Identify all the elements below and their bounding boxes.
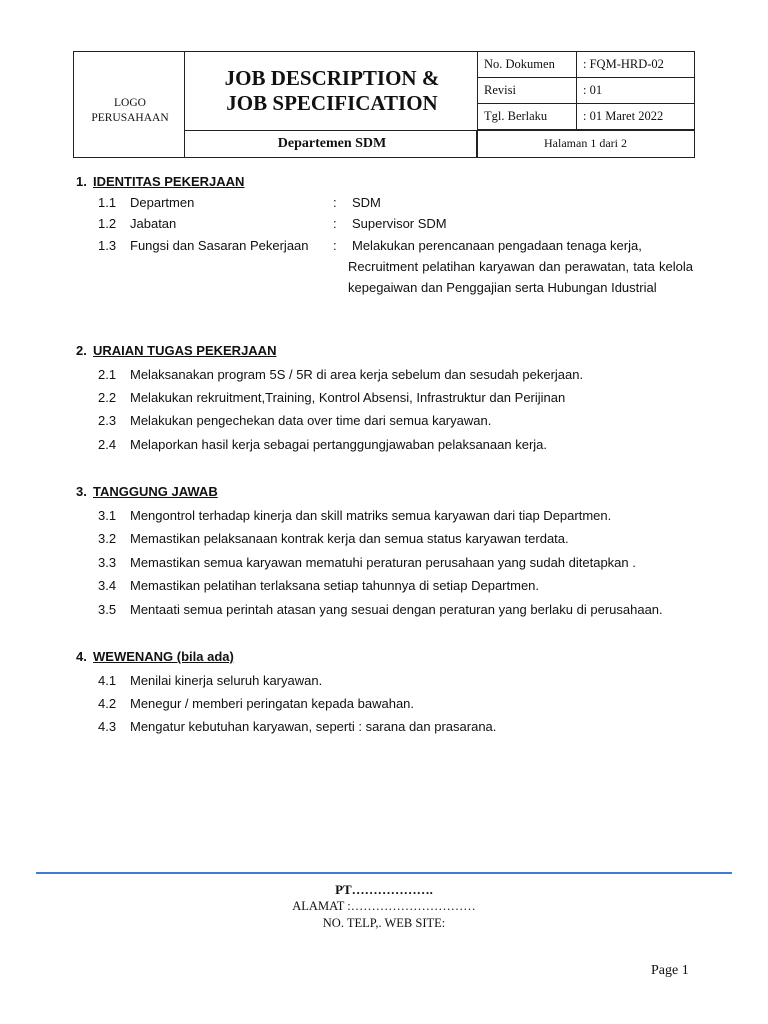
- logo-placeholder: [73, 51, 185, 158]
- meta-label-effective-date: Tgl. Berlaku: [477, 103, 577, 130]
- meta-value-doc-number: : FQM-HRD-02: [576, 51, 695, 78]
- meta-label-doc-number: No. Dokumen: [477, 51, 577, 78]
- footer-company: PT……………….: [335, 882, 433, 897]
- meta-value-revision: : 01: [576, 77, 695, 104]
- document-title: JOB DESCRIPTION & JOB SPECIFICATION: [224, 66, 440, 115]
- title-cell: [184, 51, 478, 131]
- department-cell: [184, 130, 478, 158]
- section-title-identitas: 1. IDENTITAS PEKERJAAN: [76, 174, 245, 189]
- page-number: Page 1: [651, 963, 689, 978]
- meta-value-effective-date: : 01 Maret 2022: [576, 103, 695, 130]
- document-header: [73, 51, 695, 158]
- section-title-uraian: 2. URAIAN TUGAS PEKERJAAN: [76, 343, 277, 358]
- footer-divider: [36, 872, 732, 874]
- section-title-tanggung-jawab: 3. TANGGUNG JAWAB: [76, 484, 218, 499]
- function-description: Recruitment pelatihan karyawan dan perawatan, tata kelola kepegaiwan dan Penggajian serta Hubungan Idustrial: [348, 259, 693, 295]
- footer-address: ALAMAT :…………………………: [292, 899, 476, 913]
- page-info-cell: [476, 130, 695, 158]
- section-title-wewenang: 4. WEWENANG (bila ada): [76, 649, 234, 664]
- logo-text: LOGO PERUSAHAAN: [91, 97, 169, 124]
- department-name: Departemen SDM: [277, 136, 387, 151]
- footer-contact: NO. TELP,. WEB SITE:: [322, 916, 446, 930]
- page-info: Halaman 1 dari 2: [544, 136, 627, 150]
- meta-label-revision: Revisi: [477, 77, 577, 104]
